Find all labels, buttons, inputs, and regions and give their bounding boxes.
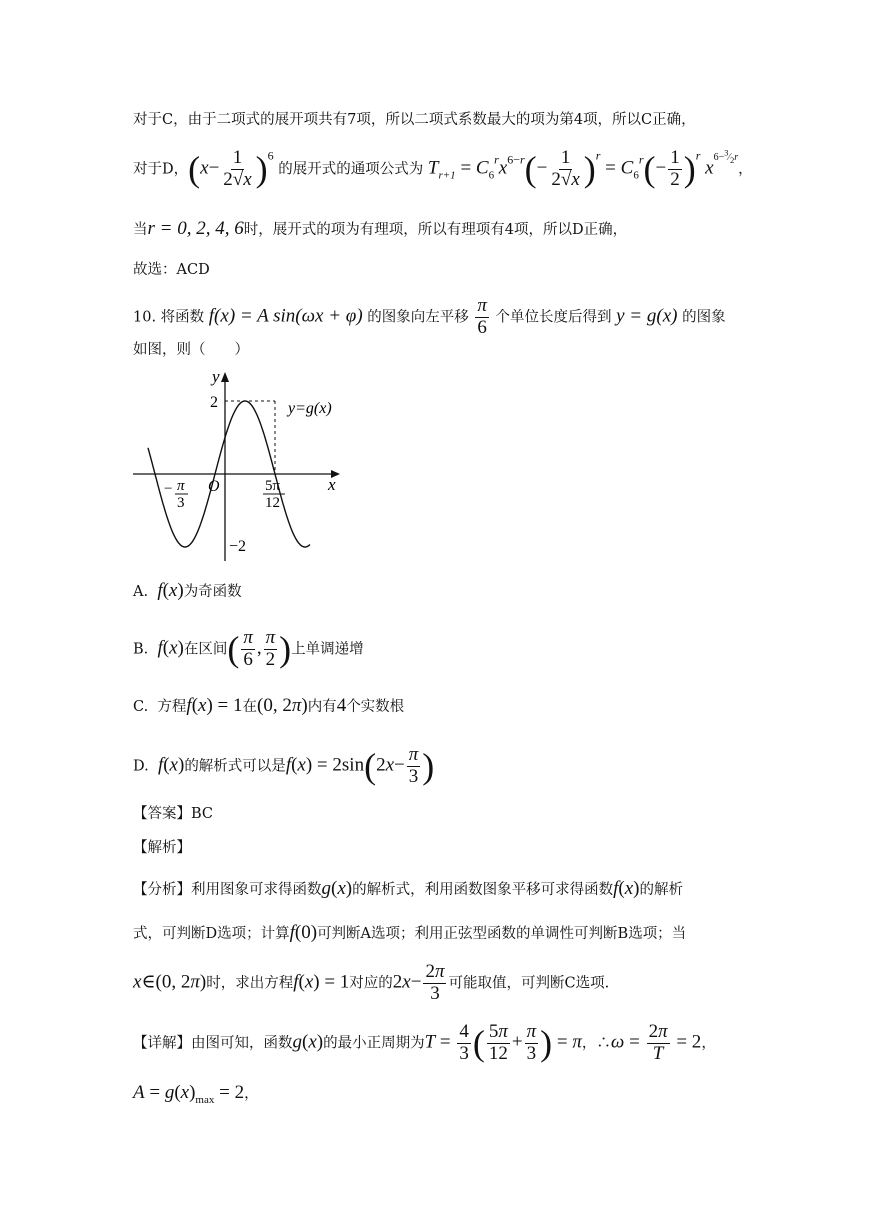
curve-label: y=g(x) (288, 400, 332, 417)
detail-line-2: $A = g(x)_{max} = 2$， (133, 1082, 259, 1106)
tick2-num: 5π (265, 478, 281, 494)
tick2-den: 12 (265, 495, 280, 511)
origin-label: O (208, 478, 220, 495)
min-label: −2 (229, 538, 247, 555)
option-b: B. f(x)在区间( $\frac{\pi}{6}$ , $\frac{\pi}{2}$ )上单调递增 (133, 627, 364, 671)
y-axis-arrow-icon (221, 372, 229, 382)
tick1-sign: − (164, 481, 173, 497)
question-10-stem-line2: 如图，则（ ） (133, 342, 249, 358)
x-axis-label: x (328, 475, 336, 494)
answer-line: 【答案】BC (133, 806, 214, 822)
y-axis-label: y (212, 367, 220, 386)
analysis-line-2: 式，可判断D选项；计算f(0)可判断A选项；利用正弦型函数的单调性可判断B选项；当 (133, 922, 687, 943)
tick1-num: π (177, 478, 185, 494)
analysis-line-3: x∈(0, 2π)时，求出方程f(x) = 1对应的2x− $\frac{2\pi}{3}$ 可能取值，可判断C选项. (133, 961, 610, 1004)
solution-line-c: 对于C，由于二项式的展开项共有7项，所以二项式系数最大的项为第4项，所以C正确， (133, 112, 696, 128)
analysis-line-1: 【分析】利用图象可求得函数g(x)的解析式，利用函数图象平移可求得函数f(x)的解析 (133, 878, 683, 899)
option-c: C. 方程f(x) = 1在(0, 2π)内有4个实数根 (133, 695, 405, 716)
function-graph (126, 366, 346, 566)
solution-line-d: 对于D，(x− $\frac{1}{2√x}$ )$^6$ 的展开式的通项公式为 $T_{r+1} = C_6^rx^{6-r}(-$ $\frac{1}{2√x}$ )$^r = C_6^r(-$ $\frac{1}{2}$ )$^r$ $x^{6-^3⁄_2r}$， (133, 147, 753, 191)
max-label: 2 (210, 394, 218, 411)
solution-line-rational: 当r = 0, 2, 4, 6时，展开式的项为有理项，所以有理项有4项，所以D正确， (133, 218, 628, 239)
option-d: D. f(x)的解析式可以是f(x) = 2sin(2x− $\frac{\pi}{3}$ ) (133, 744, 435, 788)
question-10-stem: 10. 将函数 f(x) = A sin(ωx + φ) 的图象向左平移 $\frac{\pi}{6}$ 个单位长度后得到 y = g(x) 的图象 (133, 295, 726, 338)
detail-line-1: 【详解】由图可知，函数g(x)的最小正周期为T = $\frac{4}{3}$ ( $\frac{5\pi}{12}$ + $\frac{\pi}{3}$ ) = π，∴ω = $\frac{2\pi}{T}$ = 2， (133, 1021, 716, 1065)
tick1-den: 3 (177, 495, 185, 511)
final-choice: 故选：ACD (133, 262, 210, 278)
jiexi-label: 【解析】 (133, 840, 191, 856)
option-a: A. f(x)为奇函数 (133, 580, 242, 601)
